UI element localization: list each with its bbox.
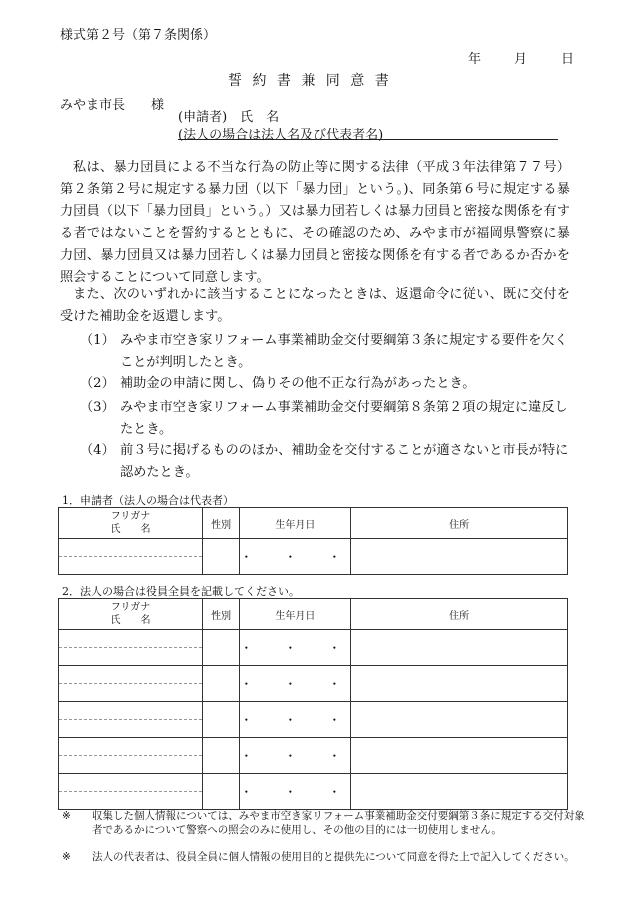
gender-cell[interactable] <box>203 666 240 702</box>
table-row <box>59 738 568 774</box>
table-header-row <box>59 599 568 630</box>
header-name-label: 氏 名 <box>110 615 151 626</box>
form-number: 様式第２号（第７条関係） <box>60 28 217 43</box>
address-cell[interactable] <box>351 630 568 666</box>
item-text: みやま市空き家リフォーム事業補助金交付要綱第８条第２項の規定に違反したとき。 <box>120 400 568 437</box>
table-row <box>59 539 568 575</box>
note-text: 法人の代表者は、役員全員に個人情報の使用目的と提供先について同意を得た上で記入してください。 <box>92 851 575 863</box>
table-row <box>59 630 568 666</box>
dob-cell[interactable]: ・ ・ ・ <box>240 539 351 575</box>
dob-cell[interactable]: ・ ・ ・ <box>240 630 351 666</box>
item-number: （4） <box>80 443 115 458</box>
item-text: 前３号に掲げるもののほか、補助金を交付することが適さないと市長が特に認めたとき。 <box>120 443 569 480</box>
table-row <box>59 666 568 702</box>
section-applicant-heading: 1．申請者（法人の場合は代表者） <box>62 494 234 507</box>
name-cell[interactable] <box>59 702 203 738</box>
applicant-label: (申請者) 氏 名 <box>178 110 280 125</box>
consent-note <box>62 851 588 879</box>
dob-cell[interactable]: ・ ・ ・ <box>240 666 351 702</box>
header-gender: 性別 <box>203 599 240 630</box>
refund-paragraph: また、次のいずれかに該当することになったときは、返還命令に従い、既に交付を受けた補助金を返還します。 <box>60 287 570 324</box>
header-gender: 性別 <box>203 508 240 539</box>
header-address: 住所 <box>351 599 568 630</box>
applicant-note: (法人の場合は法人名及び代表者名) <box>178 128 384 143</box>
list-item <box>80 397 570 441</box>
applicant-signature-line <box>178 139 558 140</box>
name-cell[interactable] <box>59 666 203 702</box>
date-day: 日 <box>561 52 575 67</box>
name-cell[interactable] <box>59 738 203 774</box>
item-text: みやま市空き家リフォーム事業補助金交付要綱第３条に規定する要件を欠くことが判明したとき。 <box>120 333 568 370</box>
header-dob: 生年月日 <box>240 599 351 630</box>
item-number: （3） <box>80 400 115 415</box>
privacy-note <box>62 810 588 852</box>
header-furigana: フリガナ <box>110 602 151 613</box>
address-cell[interactable] <box>351 738 568 774</box>
address-cell[interactable] <box>351 666 568 702</box>
address-cell[interactable] <box>351 539 568 575</box>
date-month: 月 <box>514 52 528 67</box>
section-officers-heading: 2．法人の場合は役員全員を記載してください。 <box>62 585 300 598</box>
dob-cell[interactable]: ・ ・ ・ <box>240 738 351 774</box>
header-dob: 生年月日 <box>240 508 351 539</box>
recipient: みやま市長 様 <box>60 98 165 113</box>
header-name <box>59 508 203 539</box>
document-title: 誓 約 書 兼 同 意 書 <box>228 73 392 89</box>
note-text: 収集した個人情報については、みやま市空き家リフォーム事業補助金交付要綱第３条に規定する交付対象者であるかについて警察への照会のみに使用し、その他の目的には一切使用しません。 <box>92 810 585 836</box>
officers-table <box>58 598 568 810</box>
name-cell[interactable] <box>59 539 203 575</box>
gender-cell[interactable] <box>203 738 240 774</box>
dob-cell[interactable]: ・ ・ ・ <box>240 774 351 810</box>
name-cell[interactable] <box>59 774 203 810</box>
item-number: （1） <box>80 333 115 348</box>
header-furigana: フリガナ <box>110 511 151 522</box>
header-address: 住所 <box>351 508 568 539</box>
gender-cell[interactable] <box>203 539 240 575</box>
consent-paragraph: 私は、暴力団員による不当な行為の防止等に関する法律（平成３年法律第７７号）第２条第２号に規定する暴力団（以下「暴力団」という。)、同条第６号に規定する暴力団員（以下「暴力団員」という。）又は暴力団若しくは暴力団員と密接な関係を有する者ではないことを誓約するとともに、その確認のため、みやま市が福岡県警察に暴力団、暴力団員又は暴力団若しくは暴力団員と密接な関係を有する者であるか否かを照会することについて同意します。 <box>60 160 570 285</box>
gender-cell[interactable] <box>203 630 240 666</box>
applicant-table <box>58 507 568 575</box>
list-item <box>80 330 570 374</box>
dob-cell[interactable]: ・ ・ ・ <box>240 702 351 738</box>
address-cell[interactable] <box>351 702 568 738</box>
item-number: （2） <box>80 376 115 391</box>
item-text: 補助金の申請に関し、偽りその他不正な行為があったとき。 <box>120 376 476 391</box>
list-item <box>80 373 570 395</box>
address-cell[interactable] <box>351 774 568 810</box>
list-item <box>80 440 570 484</box>
table-row <box>59 774 568 810</box>
name-cell[interactable] <box>59 630 203 666</box>
header-name <box>59 599 203 630</box>
date-year: 年 <box>468 52 482 67</box>
table-header-row <box>59 508 568 539</box>
table-row <box>59 702 568 738</box>
note-mark: ※ <box>62 851 71 863</box>
note-mark: ※ <box>62 810 71 822</box>
header-name-label: 氏 名 <box>110 524 151 535</box>
gender-cell[interactable] <box>203 702 240 738</box>
gender-cell[interactable] <box>203 774 240 810</box>
